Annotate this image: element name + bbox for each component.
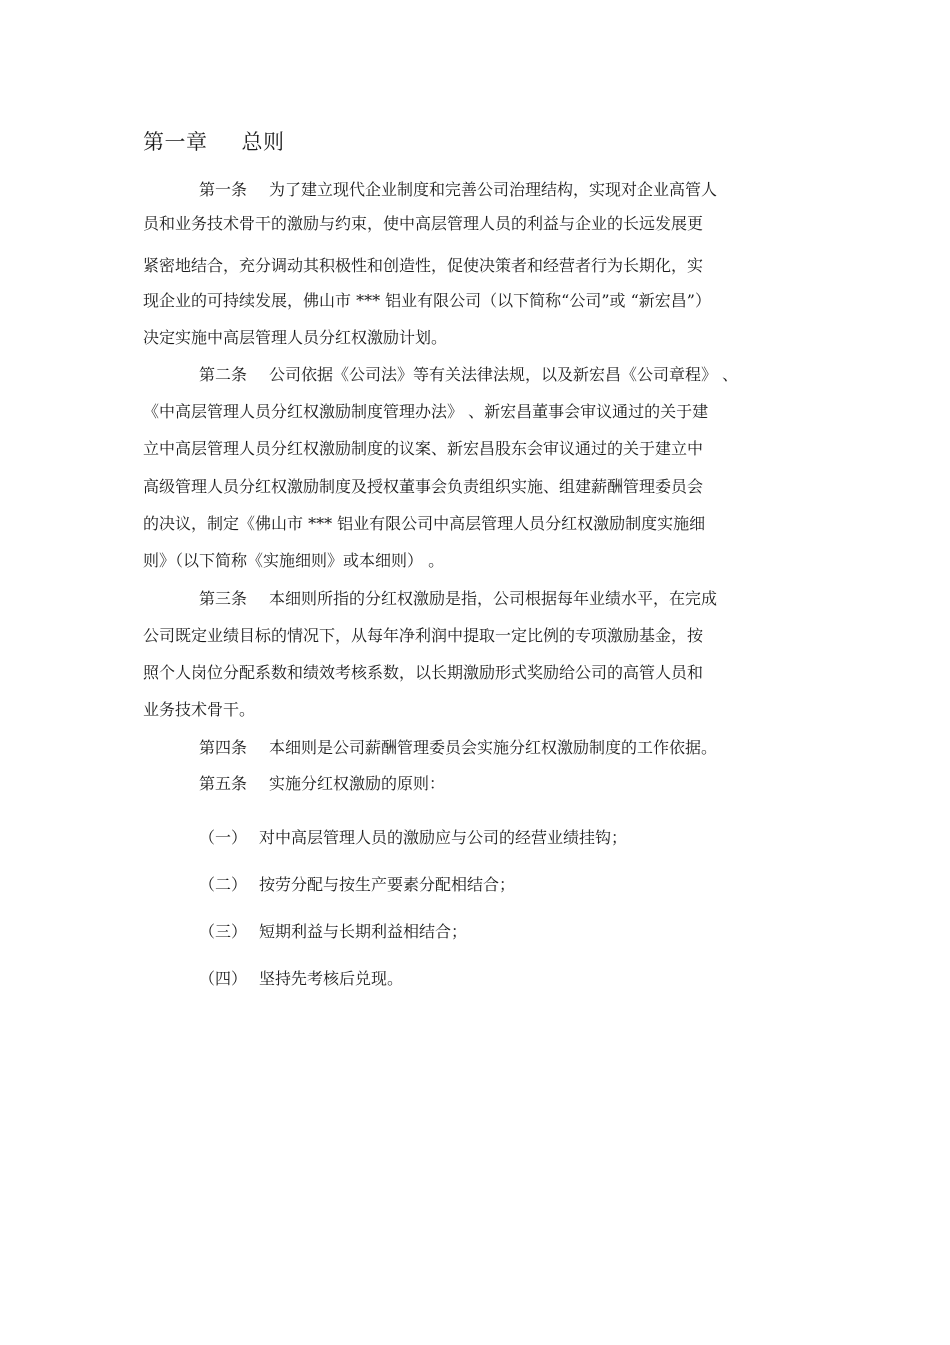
article-5-line-1 <box>199 774 445 794</box>
principle-marker: （四） <box>199 969 248 988</box>
article-1-line-4: 现企业的可持续发展，佛山市 *** 铝业有限公司（以下简称“公司”或 “新宏昌”） <box>143 291 711 310</box>
principle-marker: （三） <box>199 922 248 941</box>
article-3-line-2: 公司既定业绩目标的情况下，从每年净利润中提取一定比例的专项激励基金，按 <box>143 626 704 645</box>
article-2-text: 公司依据《公司法》等有关法律法规，以及新宏昌《公司章程》 、 <box>269 365 739 384</box>
article-2-line-4: 高级管理人员分红权激励制度及授权董事会负责组织实施、组建薪酬管理委员会 <box>143 477 704 496</box>
article-5-text: 实施分红权激励的原则： <box>269 774 446 793</box>
article-2-line-2: 《中高层管理人员分红权激励制度管理办法》 、新宏昌董事会审议通过的关于建 <box>143 402 709 421</box>
principle-item-4 <box>199 969 403 989</box>
article-3-line-1 <box>199 589 717 609</box>
article-4-number: 第四条 <box>199 738 248 757</box>
article-1-number: 第一条 <box>199 180 248 199</box>
article-2-line-1 <box>199 365 738 385</box>
article-4-line-1 <box>199 738 717 758</box>
chapter-number: 第一章 <box>143 130 208 154</box>
article-3-line-3: 照个人岗位分配系数和绩效考核系数，以长期激励形式奖励给公司的高管人员和 <box>143 663 704 682</box>
article-2-line-3: 立中高层管理人员分红权激励制度的议案、新宏昌股东会审议通过的关于建立中 <box>143 439 704 458</box>
principle-item-3 <box>199 922 467 942</box>
article-3-line-4: 业务技术骨干。 <box>143 700 256 719</box>
principle-text: 坚持先考核后兑现。 <box>259 969 404 988</box>
article-3-number: 第三条 <box>199 589 248 608</box>
principle-marker: （一） <box>199 828 248 847</box>
principle-item-2 <box>199 875 515 895</box>
principle-text: 对中高层管理人员的激励应与公司的经营业绩挂钩； <box>259 828 628 847</box>
article-1-line-2: 员和业务技术骨干的激励与约束，使中高层管理人员的利益与企业的长远发展更 <box>143 214 704 233</box>
article-4-text: 本细则是公司薪酬管理委员会实施分红权激励制度的工作依据。 <box>269 738 718 757</box>
article-5-number: 第五条 <box>199 774 248 793</box>
chapter-title: 总则 <box>241 130 285 154</box>
article-1-text: 为了建立现代企业制度和完善公司治理结构，实现对企业高管人 <box>269 180 718 199</box>
article-2-line-6: 则》（以下简称《实施细则》或本细则） 。 <box>143 551 445 570</box>
principle-text: 短期利益与长期利益相结合； <box>259 922 468 941</box>
article-2-line-5: 的决议，制定《佛山市 *** 铝业有限公司中高层管理人员分红权激励制度实施细 <box>143 514 706 533</box>
article-1-line-1 <box>199 180 717 200</box>
article-2-number: 第二条 <box>199 365 248 384</box>
article-1-line-3: 紧密地结合，充分调动其积极性和创造性，促使决策者和经营者行为长期化，实 <box>143 256 704 275</box>
principle-item-1 <box>199 828 627 848</box>
article-3-text: 本细则所指的分红权激励是指，公司根据每年业绩水平，在完成 <box>269 589 718 608</box>
principle-text: 按劳分配与按生产要素分配相结合； <box>259 875 516 894</box>
article-1-line-5: 决定实施中高层管理人员分红权激励计划。 <box>143 328 448 347</box>
principle-marker: （二） <box>199 875 248 894</box>
chapter-heading <box>143 126 285 156</box>
